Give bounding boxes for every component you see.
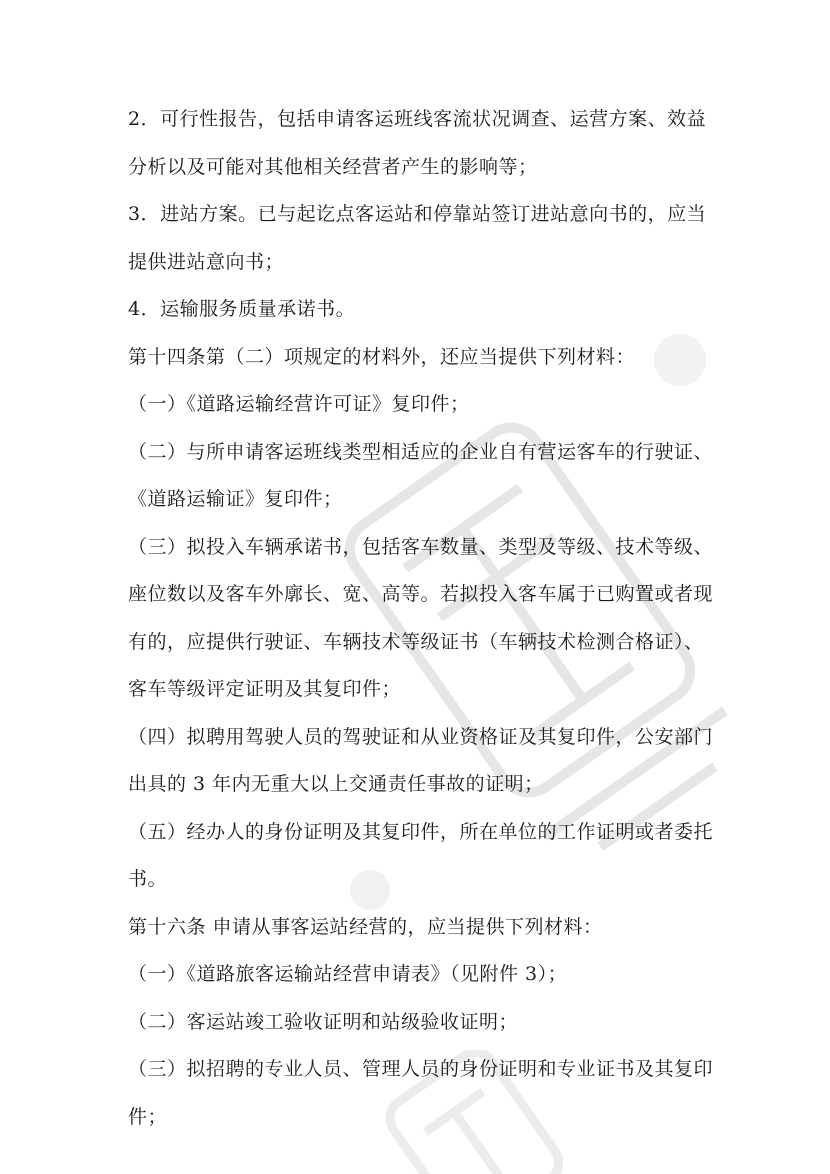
article-14-item-5 [128,820,714,892]
article-14-item-1 [128,392,708,416]
article-16-item-1 [128,962,708,986]
article-16-item-3 [128,1057,714,1129]
text-line: 座位数以及客车外廓长、宽、高等。若拟投入客车属于已购置或者现 [128,583,714,605]
text-line: 分析以及可能对其他相关经营者产生的影响等； [128,155,538,178]
article-16-intro [128,915,708,939]
text-line: 《道路运输证》复印件； [128,488,343,510]
text-line: （一）《道路旅客运输站经营申请表》（见附件 3）； [128,963,568,985]
text-line: 3．进站方案。已与起讫点客运站和停靠站签订进站意向书的，应当 [128,203,707,225]
text-line: （三）拟投入车辆承诺书，包括客车数量、类型及等级、技术等级、 [128,535,714,558]
text-line: 提供进站意向书； [128,250,285,273]
text-line: （五）经办人的身份证明及其复印件，所在单位的工作证明或者委托 [128,820,714,843]
text-line: 2．可行性报告，包括申请客运班线客流状况调查、运营方案、效益 [128,108,707,130]
text-line: （一）《道路运输经营许可证》复印件； [128,393,470,415]
article-16-item-2 [128,1010,708,1034]
article-14-intro [128,345,708,369]
text-line: 书。 [128,868,168,890]
article-14-item-4 [128,725,714,797]
article-14-item-2 [128,440,714,512]
text-line: （二）客运站竣工验收证明和站级验收证明； [128,1010,519,1033]
text-line: （三）拟招聘的专业人员、管理人员的身份证明和专业证书及其复印 [128,1058,714,1080]
item-4-service-commitment [128,297,708,321]
item-3-station-plan [128,202,708,274]
item-2-feasibility-report [128,107,708,179]
text-line: （二）与所申请客运班线类型相适应的企业自有营运客车的行驶证、 [128,440,714,463]
text-line: 第十六条 申请从事客运站经营的，应当提供下列材料： [128,915,603,938]
article-14-item-3 [128,535,714,702]
text-line: 客车等级评定证明及其复印件； [128,678,402,700]
text-line: 件； [128,1105,168,1128]
text-line: 第十四条第（二）项规定的材料外，还应当提供下列材料： [128,345,636,368]
text-line: 出具的 3 年内无重大以上交通责任事故的证明； [128,773,544,795]
text-line: （四）拟聘用驾驶人员的驾驶证和从业资格证及其复印件，公安部门 [128,725,714,748]
document-body [128,107,714,1129]
text-line: 有的，应提供行驶证、车辆技术等级证书（车辆技术检测合格证）、 [128,630,704,653]
text-line: 4．运输服务质量承诺书。 [128,298,356,320]
